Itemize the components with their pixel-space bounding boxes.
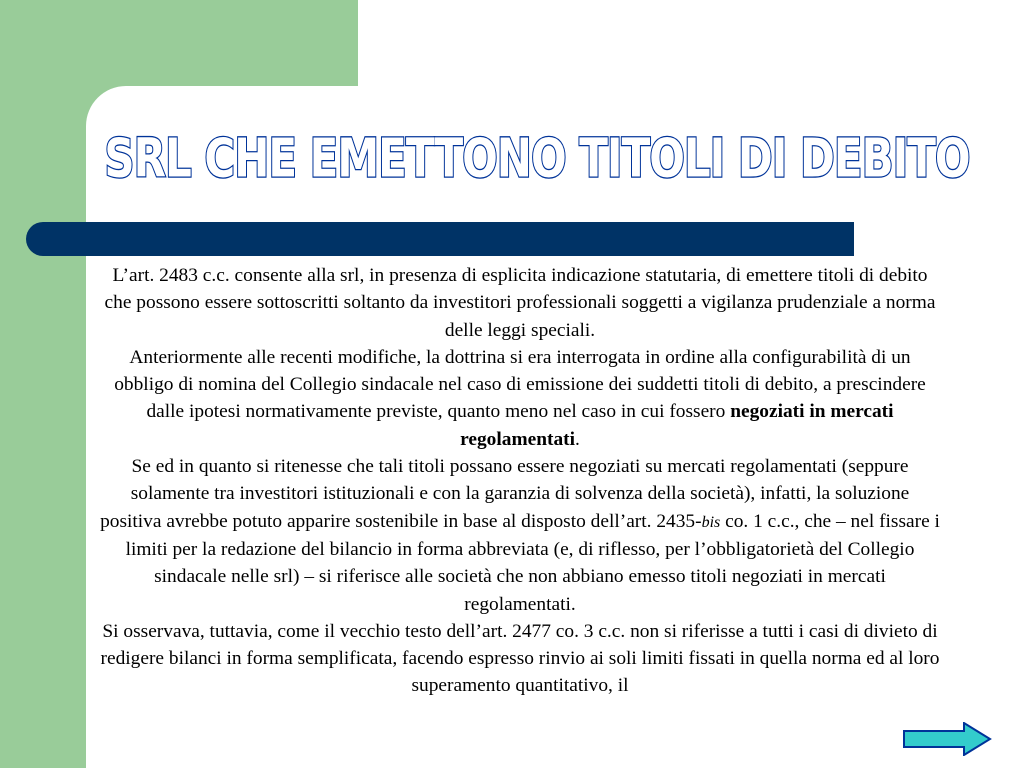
paragraph-3-text: Se ed in quanto si ritenesse che tali titoli possano essere negoziati su mercati regolamentati (seppure solamente tra investitori istituzionali e con la garanzia di solvenza della società), infatti, la soluzione positiva avrebbe potuto apparire sostenibile in base al disposto dell’art. 2435-	[100, 456, 910, 532]
paragraph-2-end: .	[575, 428, 580, 450]
paragraph-1-text: L’art. 2483 c.c. consente alla srl, in presenza di esplicita indicazione statutaria, di emettere titoli di debito che possono essere sottoscritti soltanto da investitori professionali soggetti a vigilanza prudenziale a norma delle leggi speciali.	[104, 265, 936, 341]
paragraph-1	[100, 262, 940, 344]
paragraph-2-emphasis: negoziati in mercati regolamentati	[460, 401, 894, 450]
paragraph-4-text: Si osservava, tuttavia, come il vecchio testo dell’art. 2477 co. 3 c.c. non si riferisse a tutti i casi di divieto di redigere bilanci in forma semplificata, facendo espresso rinvio ai soli limiti fissati in quella norma ed al loro superamento quantitativo, il	[100, 620, 940, 697]
right-arrow-icon	[902, 722, 992, 756]
paragraph-3-text-end: co. 1 c.c., che – nel fissare i limiti per la redazione del bilancio in forma abbreviata (e, di riflesso, per l’obbligatorietà del Collegio sindacale nelle srl) – si riferisce alle società che non abbiano emesso titoli negoziati in mercati regolamentati.	[125, 510, 940, 615]
title-underline-bar	[26, 222, 854, 256]
next-slide-button[interactable]	[902, 722, 992, 756]
paragraph-3	[100, 453, 940, 618]
slide-title: SRL CHE EMETTONO TITOLI DI DEBITO	[104, 126, 970, 190]
slide-body	[100, 262, 940, 700]
paragraph-3-italic: bis	[701, 513, 721, 531]
paragraph-2-text: Anteriormente alle recenti modifiche, la dottrina si era interrogata in ordine alla configurabilità di un obbligo di nomina del Collegio sindacale nel caso di emissione dei suddetti titoli di debito, a prescindere dalle ipotesi normativamente previste, quanto meno nel caso in cui fossero	[114, 346, 926, 423]
paragraph-4	[100, 618, 940, 700]
paragraph-2	[100, 344, 940, 453]
